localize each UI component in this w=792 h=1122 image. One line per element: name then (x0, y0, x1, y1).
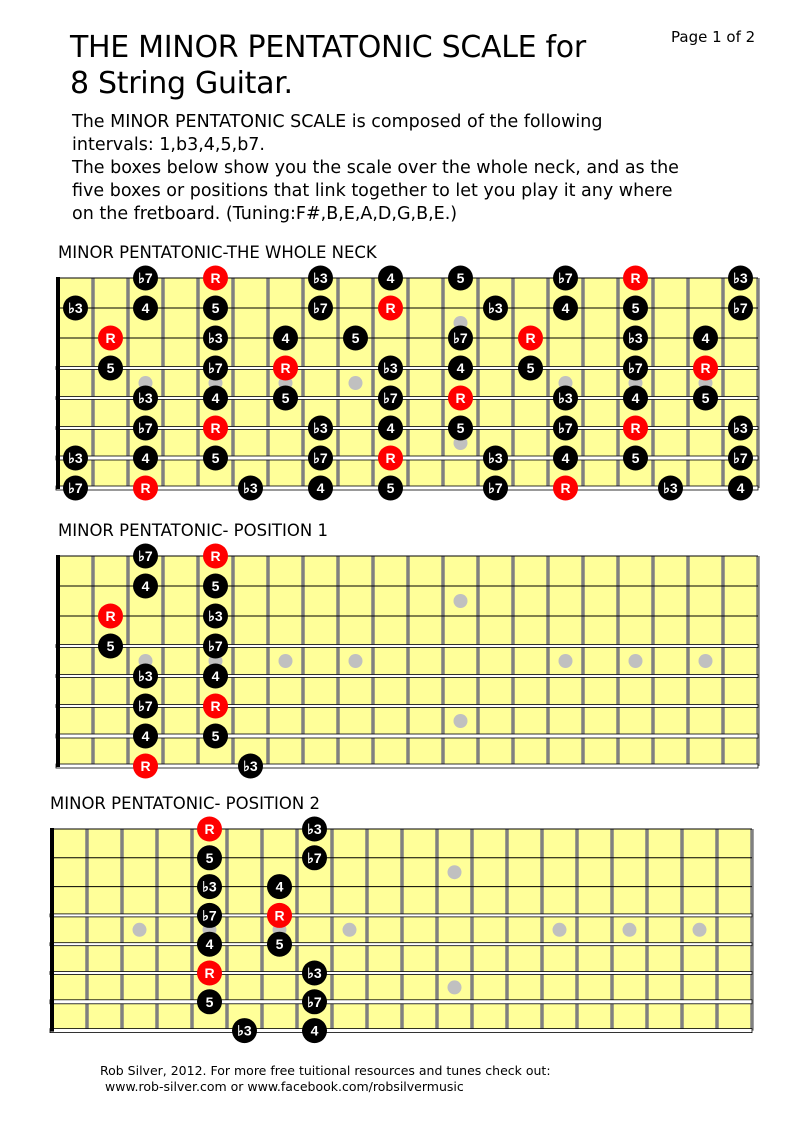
note-label: R (210, 420, 221, 436)
note-label: ♭7 (138, 270, 153, 286)
note-label: ♭3 (208, 330, 223, 346)
note-label: 4 (386, 270, 395, 286)
scale-note-marker (302, 961, 327, 986)
note-label: ♭3 (208, 608, 223, 624)
note-label: ♭3 (237, 1022, 252, 1039)
note-label: ♭3 (138, 390, 153, 406)
note-label: ♭3 (202, 878, 217, 895)
note-label: ♭3 (313, 270, 328, 286)
note-label: 5 (631, 450, 640, 466)
guitar-string (50, 914, 752, 917)
note-label: ♭3 (243, 758, 258, 774)
note-label: ♭7 (307, 849, 322, 866)
note-label: ♭3 (138, 668, 153, 684)
note-label: 5 (281, 390, 290, 406)
note-label: 5 (351, 330, 360, 346)
note-label: R (210, 548, 221, 564)
intro-line: on the fretboard. (Tuning:F#,B,E,A,D,G,B,E.) (72, 204, 458, 224)
scale-note-marker (267, 932, 292, 957)
guitar-string (50, 943, 752, 946)
scale-note-marker (302, 817, 327, 842)
note-label: R (525, 330, 536, 346)
note-label: 4 (141, 578, 150, 594)
scale-note-marker (302, 1018, 327, 1043)
note-label: R (385, 450, 396, 466)
page-indicator: Page 1 of 2 (671, 28, 756, 46)
note-label: ♭3 (733, 270, 748, 286)
scale-note-marker (197, 932, 222, 957)
footer (100, 1063, 551, 1095)
note-label: R (140, 758, 151, 774)
note-label: ♭3 (68, 450, 83, 466)
note-label: 5 (456, 420, 465, 436)
intro-line: The MINOR PENTATONIC SCALE is composed of the following (72, 112, 603, 132)
note-label: 4 (631, 390, 640, 406)
scale-note-marker (302, 845, 327, 870)
note-label: 5 (205, 849, 214, 866)
fret-inlay-dot (448, 980, 462, 994)
note-label: 4 (386, 420, 395, 436)
root-note-marker (267, 903, 292, 928)
note-label: ♭7 (208, 638, 223, 654)
note-label: 4 (211, 390, 220, 406)
note-label: ♭3 (663, 480, 678, 496)
note-label: 5 (106, 360, 115, 376)
fret-inlay-dot (623, 923, 637, 937)
guitar-string (50, 972, 752, 975)
note-label: ♭7 (313, 300, 328, 316)
fret-inlay-dot (693, 923, 707, 937)
note-label: ♭3 (313, 420, 328, 436)
note-label: ♭7 (138, 698, 153, 714)
guitar-string (50, 1029, 752, 1033)
note-label: ♭7 (68, 480, 83, 496)
note-label: R (385, 300, 396, 316)
note-label: ♭7 (208, 360, 223, 376)
root-note-marker (197, 817, 222, 842)
note-label: ♭7 (383, 390, 398, 406)
note-label: R (455, 390, 466, 406)
scale-note-marker (197, 874, 222, 899)
note-label: ♭3 (628, 330, 643, 346)
note-label: ♭7 (733, 450, 748, 466)
intro-line: The boxes below show you the scale over the whole neck, and as the (72, 158, 679, 178)
note-label: ♭7 (558, 420, 573, 436)
note-label: 5 (631, 300, 640, 316)
note-label: R (105, 330, 116, 346)
scale-note-marker (302, 989, 327, 1014)
note-label: R (630, 420, 641, 436)
fret-inlay-dot (448, 865, 462, 879)
note-label: ♭7 (202, 907, 217, 924)
note-label: ♭3 (307, 821, 322, 837)
scale-note-marker (197, 989, 222, 1014)
note-label: 4 (316, 480, 325, 496)
guitar-string (50, 1000, 752, 1004)
note-label: ♭3 (243, 480, 258, 496)
note-label: ♭7 (138, 548, 153, 564)
nut (50, 828, 54, 1032)
scale-note-marker (232, 1018, 257, 1043)
note-label: 4 (736, 480, 745, 496)
note-label: ♭3 (488, 300, 503, 316)
note-label: 5 (386, 480, 395, 496)
note-label: 5 (456, 270, 465, 286)
note-label: 4 (561, 300, 570, 316)
title-line-1: THE MINOR PENTATONIC SCALE for (70, 30, 586, 65)
scale-note-marker (267, 874, 292, 899)
note-label: ♭7 (313, 450, 328, 466)
intro-line: intervals: 1,b3,4,5,b7. (72, 135, 265, 155)
note-label: 5 (106, 638, 115, 654)
note-label: R (700, 360, 711, 376)
fret-inlay-dot (553, 923, 567, 937)
note-label: ♭7 (733, 300, 748, 316)
note-label: 4 (456, 360, 465, 376)
note-label: R (204, 965, 215, 981)
note-label: ♭7 (558, 270, 573, 286)
note-label: ♭7 (628, 360, 643, 376)
scale-note-marker (197, 903, 222, 928)
note-label: 5 (211, 728, 220, 744)
note-label: 4 (281, 330, 290, 346)
note-label: R (105, 608, 116, 624)
note-label: R (560, 480, 571, 496)
note-label: ♭7 (307, 993, 322, 1010)
note-label: ♭3 (307, 965, 322, 981)
note-label: R (630, 270, 641, 286)
note-label: R (280, 360, 291, 376)
note-label: 4 (275, 878, 284, 895)
intro-line: five boxes or positions that link together to let you play it any where (72, 181, 673, 201)
fret-inlay-dot (133, 923, 147, 937)
note-label: 5 (701, 390, 710, 406)
note-label: 5 (211, 578, 220, 594)
note-label: ♭3 (733, 420, 748, 436)
note-label: 4 (141, 300, 150, 316)
note-label: ♭3 (383, 360, 398, 376)
footer-links: www.rob-silver.com or www.facebook.com/robsilvermusic (105, 1079, 464, 1094)
note-label: 5 (205, 993, 214, 1010)
note-label: 4 (701, 330, 710, 346)
note-label: R (210, 270, 221, 286)
fret-inlay-dot (343, 923, 357, 937)
note-label: ♭3 (68, 300, 83, 316)
note-label: 5 (275, 936, 284, 953)
section-title-whole-neck: MINOR PENTATONIC-THE WHOLE NECK (58, 243, 377, 262)
title-line-2: 8 String Guitar. (70, 66, 293, 101)
scale-note-marker (197, 845, 222, 870)
root-note-marker (197, 961, 222, 986)
note-label: R (210, 698, 221, 714)
note-label: R (204, 821, 215, 837)
note-label: 5 (211, 450, 220, 466)
section-title-position-1: MINOR PENTATONIC- POSITION 1 (58, 521, 328, 540)
note-label: ♭3 (488, 450, 503, 466)
note-label: 5 (526, 360, 535, 376)
note-label: ♭3 (558, 390, 573, 406)
note-label: 4 (310, 1022, 319, 1039)
note-label: ♭7 (453, 330, 468, 346)
note-label: R (140, 480, 151, 496)
note-label: 5 (211, 300, 220, 316)
note-label: 4 (561, 450, 570, 466)
section-title-position-2: MINOR PENTATONIC- POSITION 2 (50, 794, 320, 813)
note-label: ♭7 (138, 420, 153, 436)
note-label: 4 (211, 668, 220, 684)
note-label: 4 (141, 728, 150, 744)
note-label: R (274, 907, 285, 924)
note-label: 4 (205, 936, 214, 953)
footer-credit: Rob Silver, 2012. For more free tuitional resources and tunes check out: (100, 1063, 551, 1078)
note-label: ♭7 (488, 480, 503, 496)
note-label: 4 (141, 450, 150, 466)
